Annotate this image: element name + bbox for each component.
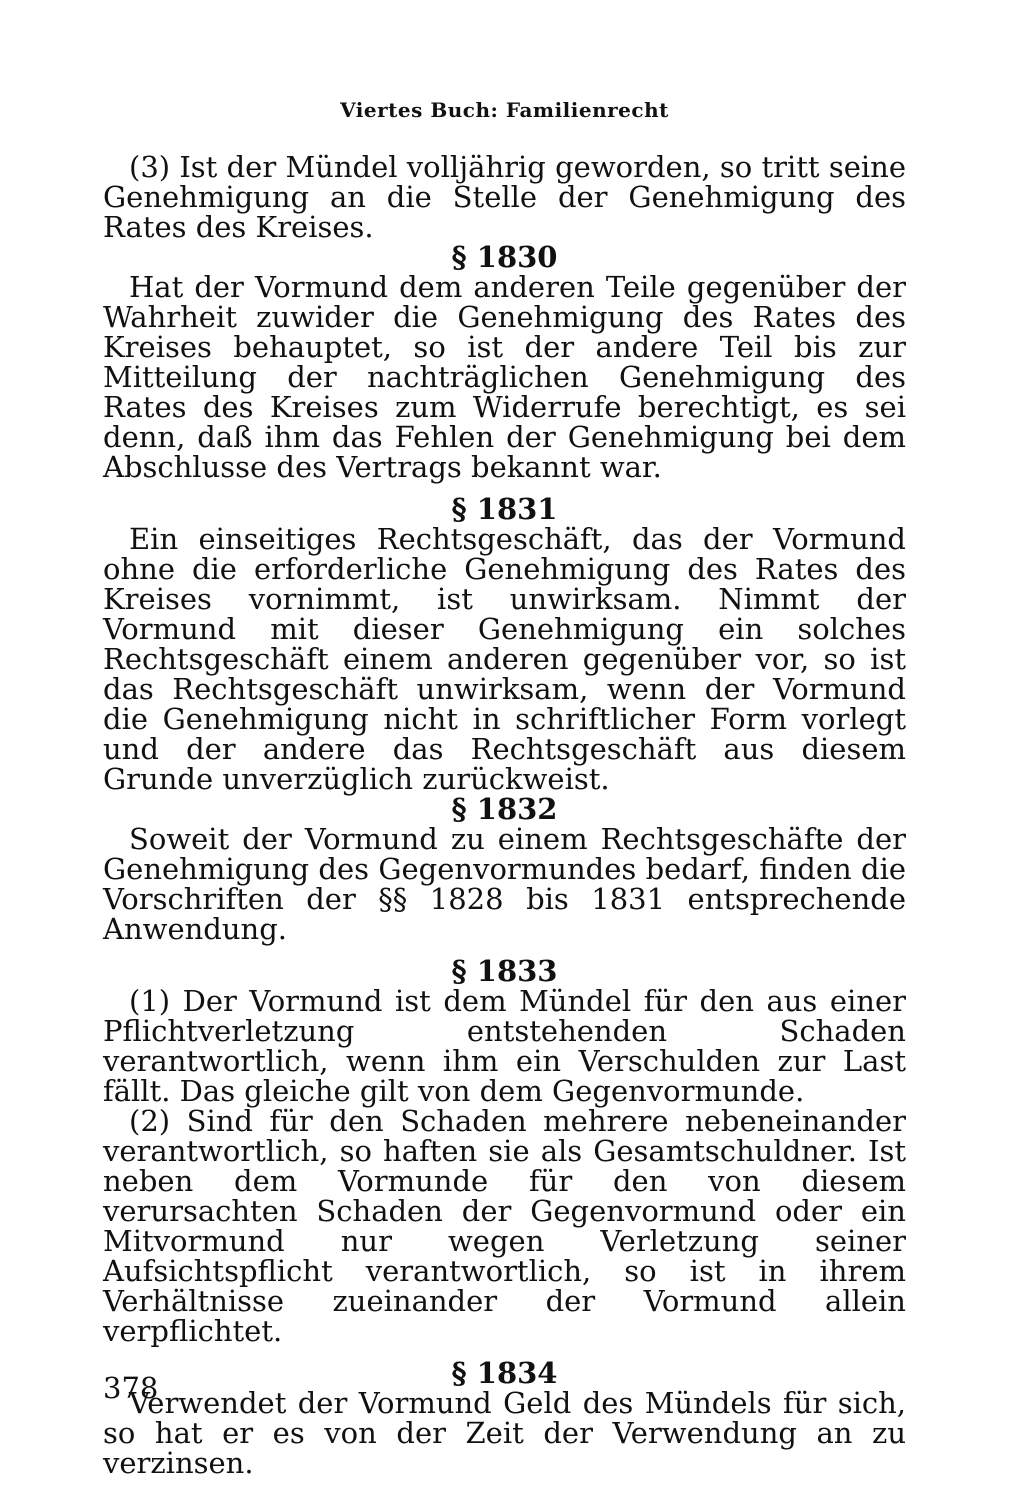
paragraph-1830: Hat der Vormund dem anderen Teile gegenüber der Wahrheit zuwider die Genehmigung des Rates des Kreises behauptet, so ist der andere Teil bis zur Mitteilung der nachträglichen Genehmigung des Rates des Kreises zum Widerrufe berechtigt, es sei denn, daß ihm das Fehlen der Genehmigung bei dem Abschlusse des Vertrags bekannt war. xyxy=(103,270,906,484)
section-heading-1831: § 1831 xyxy=(451,492,558,526)
body-text xyxy=(103,152,906,1478)
paragraph-1834: Verwendet der Vormund Geld des Mündels für sich, so hat er es von der Zeit der Verwendung an zu verzinsen. xyxy=(103,1386,906,1480)
paragraph-1831: Ein einseitiges Rechtsgeschäft, das der Vormund ohne die erforderliche Genehmigung des Rates des Kreises vornimmt, ist unwirksam. Nimmt der Vormund mit dieser Genehmigung ein solches Rechtsgeschäft einem anderen gegenüber vor, so ist das Rechtsgeschäft unwirksam, wenn der Vormund die Genehmigung nicht in schriftlicher Form vorlegt und der andere das Rechtsgeschäft aus diesem Grunde unverzüglich zurückweist. xyxy=(103,522,906,796)
paragraph-1833-1: (1) Der Vormund ist dem Mündel für den aus einer Pflichtverletzung entstehenden Schaden verantwortlich, wenn ihm ein Verschulden zur Last fällt. Das gleiche gilt von dem Gegenvormunde. xyxy=(103,984,906,1108)
paragraph-1833-2: (2) Sind für den Schaden mehrere nebeneinander verantwortlich, so haften sie als Gesamtschuldner. Ist neben dem Vormunde für den von diesem verursachten Schaden der Gegenvormund oder ein Mitvormund nur wegen Verletzung seiner Aufsichtspflicht verantwortlich, so ist in ihrem Verhältnisse zueinander der Vormund allein verpflichtet. xyxy=(103,1104,906,1348)
section-heading-1830: § 1830 xyxy=(451,240,558,274)
paragraph-1832: Soweit der Vormund zu einem Rechtsgeschäfte der Genehmigung des Gegenvormundes bedarf, finden die Vorschriften der §§ 1828 bis 1831 entsprechende Anwendung. xyxy=(103,822,906,946)
book-page xyxy=(103,0,906,1485)
paragraph-1829-3: (3) Ist der Mündel volljährig geworden, so tritt seine Genehmigung an die Stelle der Genehmigung des Rates des Kreises. xyxy=(103,150,906,244)
section-heading-1832: § 1832 xyxy=(451,792,558,826)
page-number: 378 xyxy=(103,1371,159,1405)
running-head: Viertes Buch: Familienrecht xyxy=(340,98,669,122)
section-heading-1833: § 1833 xyxy=(451,954,558,988)
section-heading-1834: § 1834 xyxy=(451,1356,558,1390)
